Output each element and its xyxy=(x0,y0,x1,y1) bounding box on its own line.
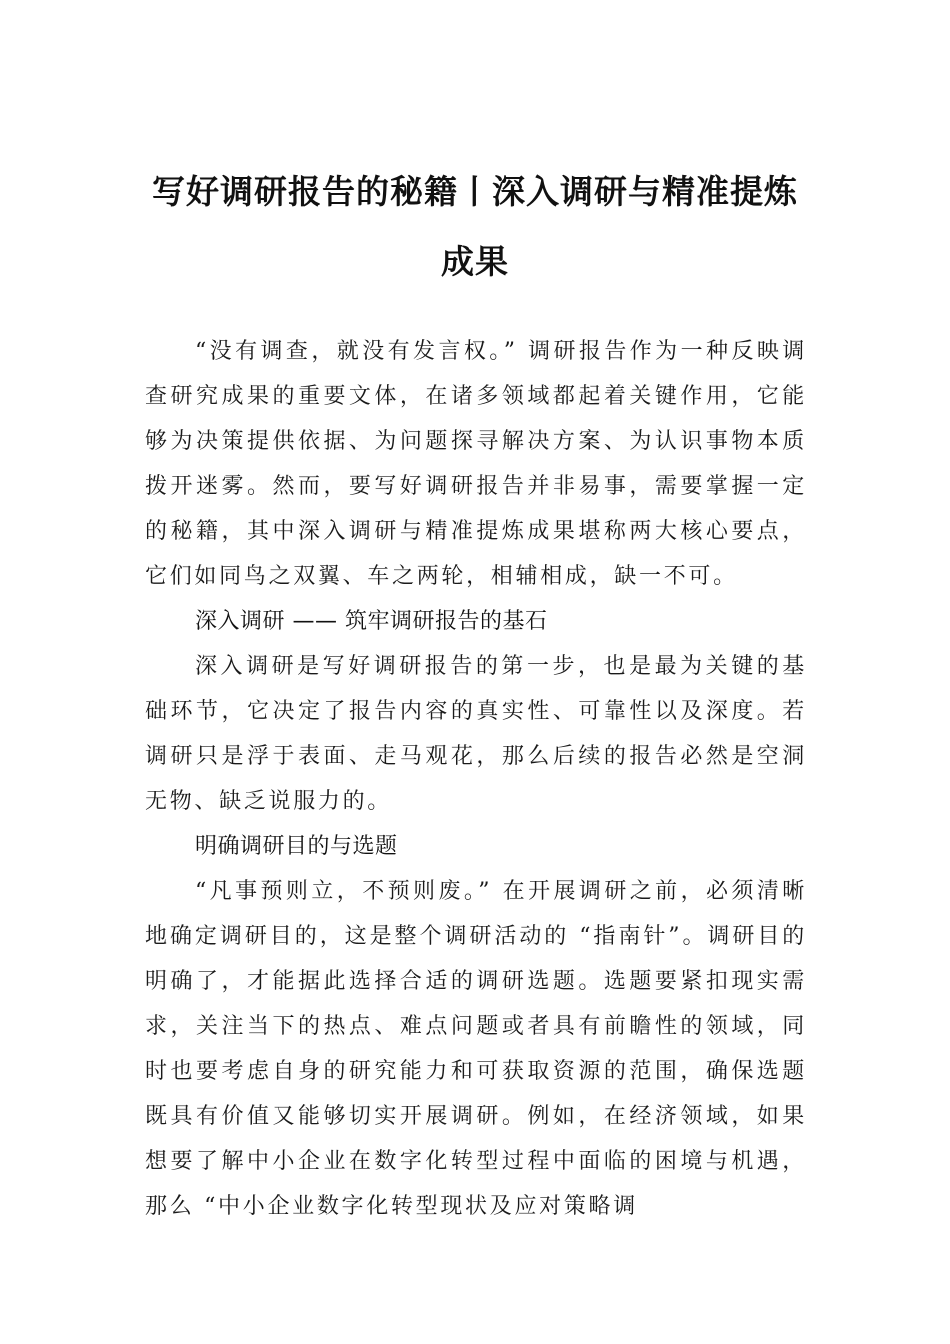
document-body xyxy=(145,329,807,1229)
document-title: 写好调研报告的秘籍丨深入调研与精准提炼成果 xyxy=(152,172,798,281)
intro-paragraph: “没有调查，就没有发言权。” 调研报告作为一种反映调查研究成果的重要文体，在诸多领域都起着关键作用，它能够为决策提供依据、为问题探寻解决方案、为认识事物本质拨开迷雾。然而，要写好调研报告并非易事，需要掌握一定的秘籍，其中深入调研与精准提炼成果堪称两大核心要点，它们如同鸟之双翼、车之两轮，相辅相成，缺一不可。 xyxy=(145,339,807,589)
purpose-topic-paragraph: “凡事预则立，不预则废。” 在开展调研之前，必须清晰地确定调研目的，这是整个调研活动的 “指南针”。调研目的明确了，才能据此选择合适的调研选题。选题要紧扣现实需求，关注当下的热点、难点问题或者具有前瞻性的领域，同时也要考虑自身的研究能力和可获取资源的范围，确保选题既具有价值又能够切实开展调研。例如，在经济领域，如果想要了解中小企业在数字化转型过程中面临的困境与机遇，那么 “中小企业数字化转型现状及应对策略调 xyxy=(145,879,807,1219)
subsection-heading-purpose-topic: 明确调研目的与选题 xyxy=(195,834,398,859)
deep-research-paragraph: 深入调研是写好调研报告的第一步，也是最为关键的基础环节，它决定了报告内容的真实性、可靠性以及深度。若调研只是浮于表面、走马观花，那么后续的报告必然是空洞无物、缺乏说服力的。 xyxy=(145,654,807,814)
section-heading-deep-research: 深入调研 —— 筑牢调研报告的基石 xyxy=(195,609,548,634)
